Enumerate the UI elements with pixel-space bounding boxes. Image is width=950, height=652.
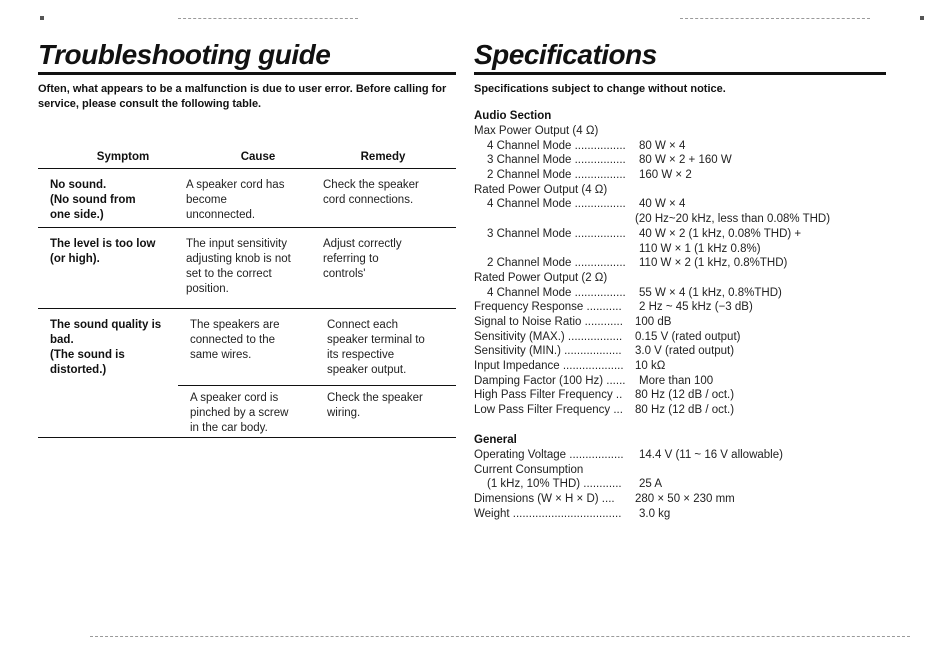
spec-row [474,477,894,492]
symptom-cell: No sound. (No sound from one side.) [50,179,136,221]
spec-value: 110 W × 2 (1 kHz, 0.8%THD) [639,257,788,270]
general-spec-list [474,448,894,521]
spec-value: 3.0 kg [639,507,671,520]
spec-row [474,139,894,154]
troubleshooting-table [38,150,456,438]
spec-row [474,359,894,374]
spec-label: 3 Channel Mode ................ [487,154,626,167]
spec-row [474,448,894,463]
specifications-title: Specifications [474,39,657,70]
spec-label: 4 Channel Mode ................ [487,198,626,211]
spec-label: Sensitivity (MAX.) ................. [474,330,623,343]
spec-value: 80 Hz (12 dB / oct.) [635,389,735,402]
spec-label: Dimensions (W × H × D) .... [474,493,615,506]
spec-value: (20 Hz~20 kHz, less than 0.08% THD) [635,213,831,226]
table-row [38,169,456,228]
spec-label: Frequency Response ........... [474,301,622,314]
spec-label: Damping Factor (100 Hz) ...... [474,374,626,387]
spec-value: 80 W × 2 + 160 W [639,154,732,167]
table-row [38,309,456,438]
spec-row [474,256,894,271]
spec-value: 80 W × 4 [639,139,686,152]
spec-label: Operating Voltage ................. [474,449,624,461]
spec-label: High Pass Filter Frequency .. [474,389,623,402]
spec-row [474,197,894,212]
bottom-dashed-rule [90,636,910,637]
spec-row [474,242,894,257]
spec-label: Max Power Output (4 Ω) [474,125,599,137]
cause-cell: A speaker cord is pinched by a screw in the car body. [190,392,289,434]
symptom-cell: The level is too low (or high). [50,238,156,265]
specifications-title-rule [474,72,886,75]
spec-label: Input Impedance ................... [474,360,624,372]
table-header [38,150,456,169]
troubleshooting-title-rule [38,72,456,75]
spec-row [474,168,894,183]
spec-value: 55 W × 4 (1 kHz, 0.8%THD) [639,286,782,299]
spec-row [474,300,894,315]
spec-label: Sensitivity (MIN.) .................. [474,345,622,358]
spec-row [474,330,894,345]
spec-row [474,403,894,418]
spec-value: 0.15 V (rated output) [635,330,741,343]
corner-mark [920,16,924,20]
spec-label: 3 Channel Mode ................ [487,227,626,240]
spec-label: Current Consumption [474,463,584,476]
spec-value: 100 dB [635,315,672,328]
cause-cell: The input sensitivity adjusting knob is not set to the correct position. [186,238,291,295]
spec-row [474,463,894,478]
spec-value: 160 W × 2 [639,169,692,182]
spec-row [474,271,894,286]
symptom-cell: The sound quality is bad. (The sound is distorted.) [50,319,162,376]
spec-value: 25 A [639,478,663,491]
troubleshooting-intro: Often, what appears to be a malfunction is due to user error. Before calling for service, please consult the following table. [38,83,447,110]
spec-row [474,227,894,242]
spec-value: 280 × 50 × 230 mm [635,493,735,506]
spec-label: 2 Channel Mode ................ [487,257,626,270]
cause-cell: The speakers are connected to the same wires. [190,319,280,361]
spec-value: 10 kΩ [635,360,666,372]
spec-value: 2 Hz ~ 45 kHz (−3 dB) [639,301,753,314]
sub-row-divider [178,385,456,386]
general-section-heading: General [474,434,517,446]
spec-row [474,507,894,522]
remedy-cell: Connect each speaker terminal to its respective speaker output. [327,319,425,376]
spec-row [474,344,894,359]
spec-row [474,212,894,227]
spec-label: 4 Channel Mode ................ [487,286,626,299]
spec-row [474,153,894,168]
spec-label: 4 Channel Mode ................ [487,139,626,152]
corner-mark [40,16,44,20]
top-dashed-rule [178,18,358,19]
spec-value: 40 W × 2 (1 kHz, 0.08% THD) + [639,227,802,240]
audio-spec-list [474,124,894,418]
troubleshooting-title: Troubleshooting guide [38,39,331,70]
specifications-note: Specifications subject to change without notice. [474,83,726,95]
spec-label: Rated Power Output (4 Ω) [474,183,608,196]
symptom-header: Symptom [96,151,150,163]
spec-row [474,492,894,507]
cause-header: Cause [240,151,276,163]
remedy-header: Remedy [360,151,406,163]
spec-value: 14.4 V (11 ~ 16 V allowable) [639,449,783,461]
top-dashed-rule [680,18,870,19]
remedy-cell: Check the speaker cord connections. [323,179,419,206]
remedy-cell: Adjust correctly referring to controls' [323,238,402,280]
spec-value: 3.0 V (rated output) [635,345,735,358]
spec-row [474,315,894,330]
spec-label: (1 kHz, 10% THD) ............ [487,478,622,491]
spec-label: Low Pass Filter Frequency ... [474,404,623,417]
spec-row [474,124,894,139]
cause-cell: A speaker cord has become unconnected. [186,179,285,221]
spec-row [474,286,894,301]
table-row [38,228,456,309]
spec-row [474,388,894,403]
spec-value: 110 W × 1 (1 kHz 0.8%) [639,242,761,255]
spec-row [474,183,894,198]
spec-label: Weight .................................. [474,507,622,520]
remedy-cell: Check the speaker wiring. [327,392,423,419]
spec-label: Signal to Noise Ratio ............ [474,315,623,328]
spec-value: 40 W × 4 [639,198,686,211]
spec-value: 80 Hz (12 dB / oct.) [635,404,735,417]
spec-value: More than 100 [639,374,714,387]
spec-label: 2 Channel Mode ................ [487,169,626,182]
audio-section-heading: Audio Section [474,110,552,122]
spec-row [474,374,894,389]
spec-label: Rated Power Output (2 Ω) [474,271,608,284]
